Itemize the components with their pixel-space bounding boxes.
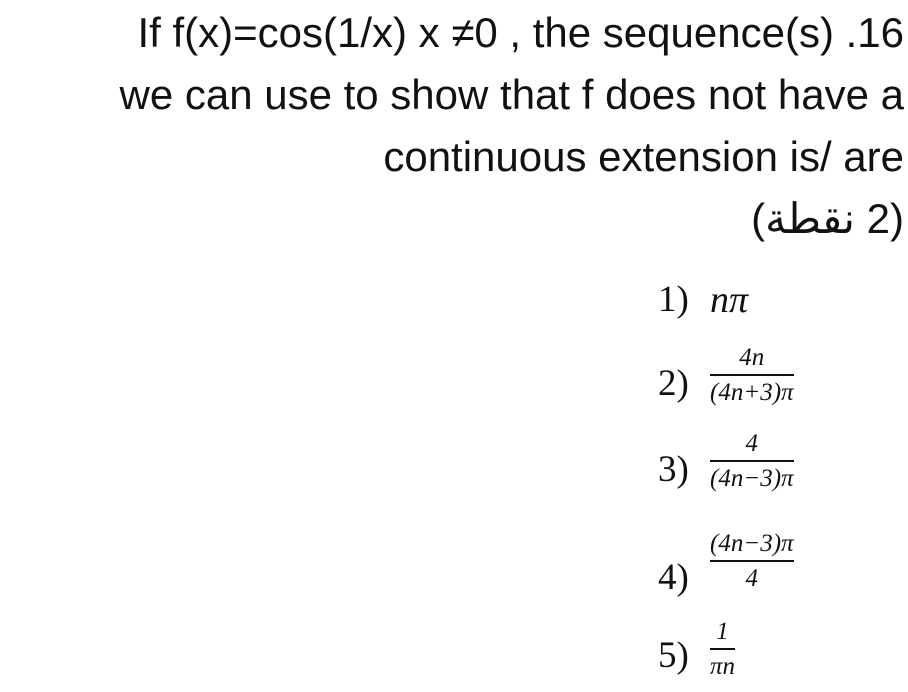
option-5-numerator: 1 bbox=[716, 618, 729, 645]
option-3-denominator: (4n−3)π bbox=[710, 465, 794, 492]
option-3-numerator: 4 bbox=[745, 430, 759, 457]
option-5-fraction bbox=[710, 618, 735, 681]
option-4-fraction bbox=[710, 530, 794, 593]
option-4-numerator: (4n−3)π bbox=[710, 530, 794, 557]
question-text bbox=[0, 0, 904, 250]
option-1-expression: nπ bbox=[710, 279, 749, 321]
option-3-label: 3) bbox=[658, 449, 689, 490]
option-1-label: 1) bbox=[658, 279, 689, 320]
option-2-fraction bbox=[710, 344, 794, 407]
fraction-bar bbox=[710, 374, 794, 376]
option-2-label: 2) bbox=[658, 363, 689, 404]
points-label: (2 نقطة) bbox=[751, 195, 904, 242]
option-2-denominator: (4n+3)π bbox=[710, 379, 794, 406]
option-2-numerator: 4n bbox=[739, 344, 765, 371]
option-5-denominator: πn bbox=[710, 653, 736, 680]
fraction-bar bbox=[710, 560, 794, 562]
fraction-bar bbox=[710, 460, 794, 462]
option-5-label: 5) bbox=[658, 635, 689, 676]
points-line bbox=[0, 188, 904, 250]
fraction-bar bbox=[710, 648, 735, 650]
question-line-1: If f(x)=cos(1/x) x ≠0 , the sequence(s) .16 bbox=[137, 9, 904, 56]
option-3-fraction bbox=[710, 430, 794, 493]
option-4-denominator: 4 bbox=[745, 565, 759, 592]
question-line-3: continuous extension is/ are bbox=[383, 133, 904, 180]
option-4-label: 4) bbox=[658, 557, 689, 598]
question-line-2: we can use to show that f does not have a bbox=[119, 71, 904, 118]
